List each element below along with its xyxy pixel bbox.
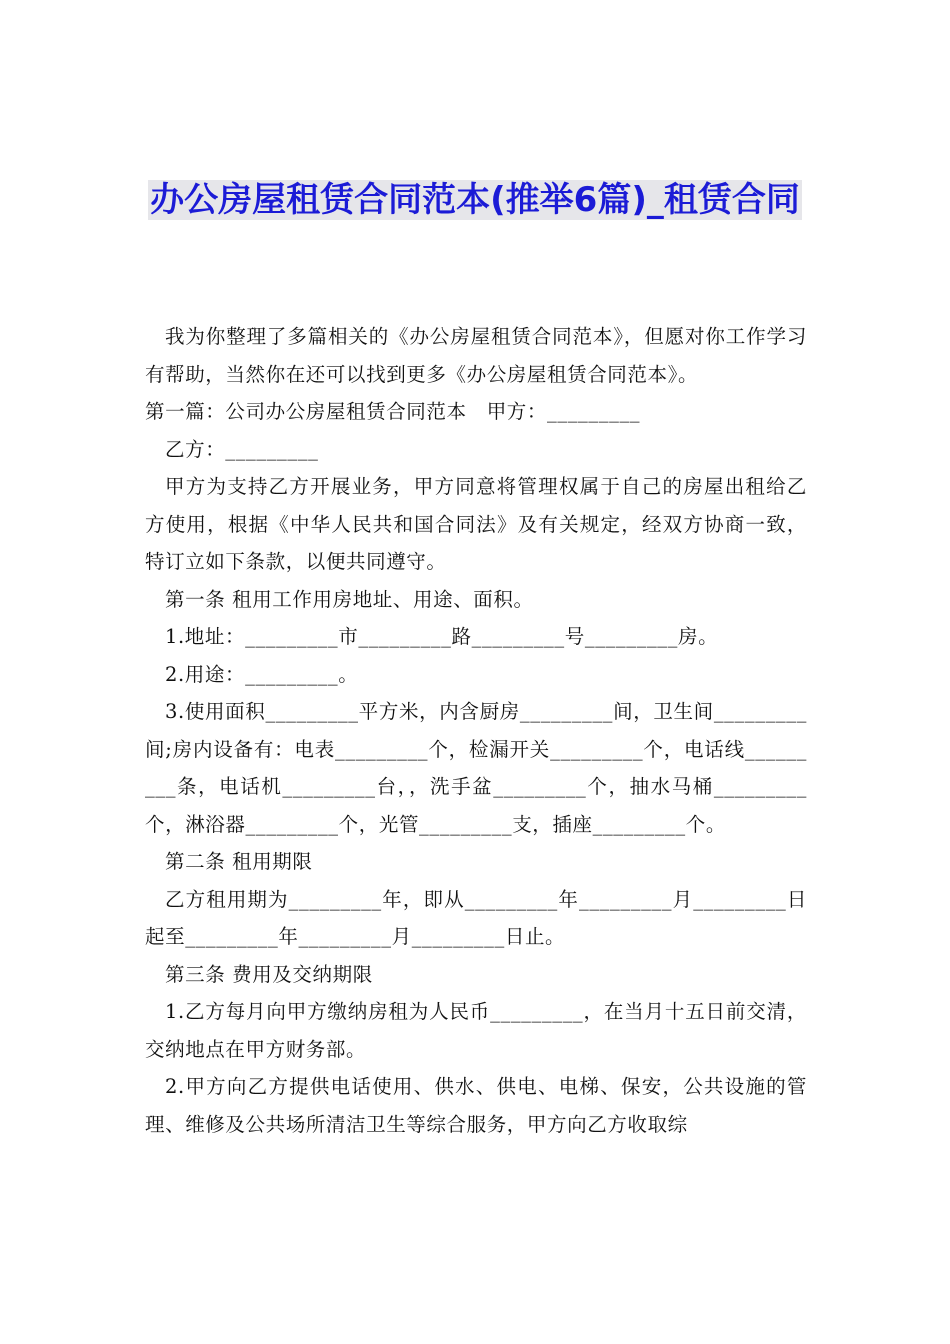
- party-b-line: 乙方：_________: [165, 437, 319, 461]
- article-three-heading: 第三条 费用及交纳期限: [165, 962, 373, 986]
- article-three-item-rent: 1.乙方每月向甲方缴纳房租为人民币_________，在当月十五日前交清，交纳地点在甲方财务部。: [145, 1000, 807, 1061]
- article-two-term: 乙方租用期为_________年，即从_________年_________月_________日起至_________年_________月_________日止。: [145, 887, 807, 948]
- article-two-heading: 第二条 租用期限: [165, 850, 313, 873]
- article-one-item-usage: 2.用途：_________。: [165, 662, 359, 686]
- article-one-heading: 第一条 租用工作用房地址、用途、面积。: [165, 587, 534, 611]
- document-title: [140, 174, 810, 226]
- article-three-item-services: 2.甲方向乙方提供电话使用、供水、供电、电梯、保安，公共设施的管理、维修及公共场所清洁卫生等综合服务，甲方向乙方收取综: [145, 1075, 807, 1136]
- preamble-paragraph: 甲方为支持乙方开展业务，甲方同意将管理权属于自己的房屋出租给乙方使用，根据《中华人民共和国合同法》及有关规定，经双方协商一致，特订立如下条款，以便共同遵守。: [145, 475, 807, 573]
- document-body: [145, 318, 807, 1143]
- intro-paragraph: 我为你整理了多篇相关的《办公房屋租赁合同范本》，但愿对你工作学习有帮助，当然你在还可以找到更多《办公房屋租赁合同范本》。: [145, 325, 807, 386]
- document-title-text: 办公房屋租赁合同范本(推举6篇)_租赁合同: [150, 180, 800, 220]
- article-one-item-address: 1.地址：_________市_________路_________号_________房。: [165, 625, 719, 648]
- article-one-item-area: 3.使用面积_________平方米，内含厨房_________间，卫生间_________间;房内设备有：电表_________个，检漏开关_________个，电话线_________条，电话机_________台，，洗手盆_________个，抽水马桶_________个，淋浴器_________个，光管_________支，插座_________个。: [145, 700, 807, 836]
- section-heading-first: 第一篇：公司办公房屋租赁合同范本 甲方：_________: [145, 400, 641, 423]
